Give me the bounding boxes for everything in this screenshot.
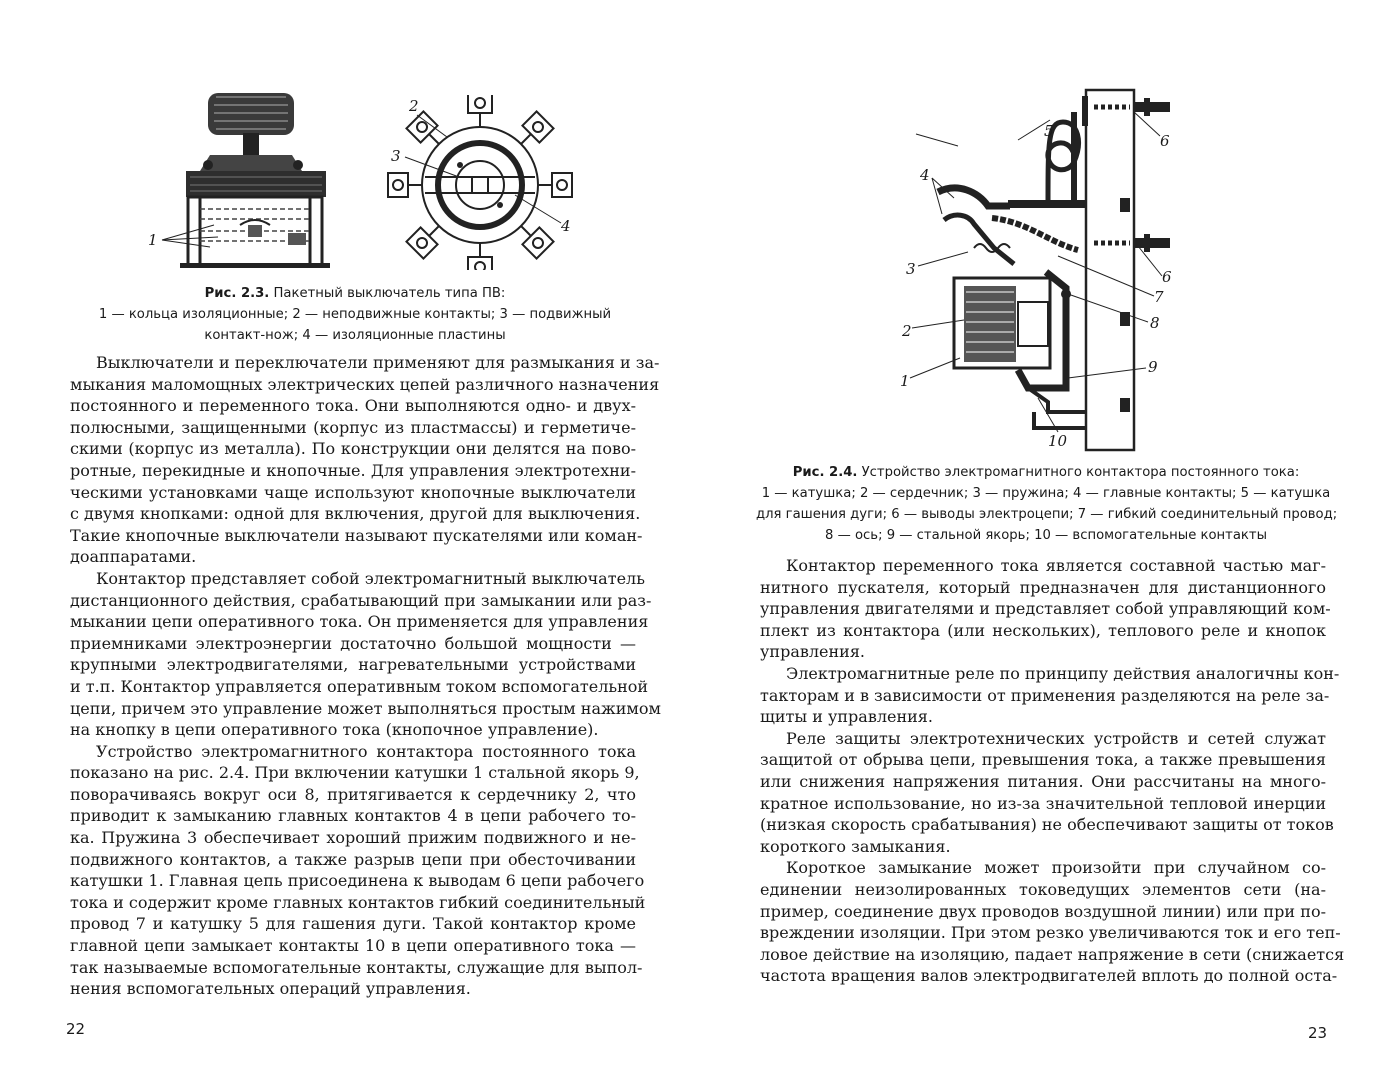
- text-line: управления двигателями и представляет собой управляющий ком-: [760, 599, 1331, 619]
- text-line: показано на рис. 2.4. При включении катушки 1 стальной якорь 9,: [70, 763, 640, 783]
- figure-2-4-label-7: 7: [1154, 288, 1164, 306]
- text-line: плект из контактора (или нескольких), теплового реле и кнопок: [760, 620, 1326, 640]
- text-line: короткого замыкания.: [760, 836, 951, 856]
- figure-2-4-caption-label: Рис. 2.4.: [792, 465, 858, 480]
- text-line: и т.п. Контактор управляется оперативным током вспомогательной: [70, 676, 649, 696]
- figure-2-4-label-4: 4: [920, 166, 930, 184]
- figure-2-3-caption-line: контакт-нож; 4 — изоляционные пластины: [204, 328, 506, 343]
- figure-2-4-label-6: 6: [1160, 132, 1170, 150]
- figure-2-4-label-10: 10: [1048, 432, 1068, 450]
- text-line: Реле защиты электротехнических устройств и сетей служат: [786, 728, 1326, 748]
- figure-2-4-label-9: 9: [1148, 358, 1158, 376]
- figure-2-4-label-6: 6: [1162, 268, 1172, 286]
- text-line: приемниками электроэнергии достаточно большой мощности —: [70, 633, 636, 653]
- figure-2-3-label-3: 3: [391, 147, 401, 165]
- text-line: скими (корпус из металла). По конструкции они делятся на пово-: [70, 439, 636, 459]
- text-line: полюсными, защищенными (корпус из пластмассы) и герметиче-: [70, 417, 636, 437]
- text-line: Такие кнопочные выключатели называют пускателями или коман-: [70, 525, 643, 545]
- figure-2-3-caption-title: Пакетный выключатель типа ПВ:: [269, 286, 506, 301]
- text-line: Устройство электромагнитного контактора постоянного тока: [96, 741, 636, 761]
- text-line: мыкании цепи оперативного тока. Он применяется для управления: [70, 612, 649, 632]
- text-line: нитного пускателя, который предназначен для дистанционного: [760, 577, 1326, 597]
- text-line: поворачиваясь вокруг оси 8, притягивается к сердечнику 2, что: [70, 784, 636, 804]
- figure-2-4-caption-title: Устройство электромагнитного контактора постоянного тока:: [857, 465, 1300, 480]
- text-line: мыкания маломощных электрических цепей различного назначения: [70, 374, 660, 394]
- text-line: на кнопку в цепи оперативного тока (кнопочное управление).: [70, 720, 599, 740]
- figure-2-4-label-2: 2: [902, 322, 912, 340]
- left-page-body-text: [70, 352, 661, 1000]
- text-line: Контактор представляет собой электромагнитный выключатель: [96, 568, 645, 588]
- figure-2-3-caption-line: 1 — кольца изоляционные; 2 — неподвижные контакты; 3 — подвижный: [98, 307, 612, 322]
- figure-2-4-label-8: 8: [1150, 314, 1160, 332]
- text-line: постоянного и переменного тока. Они выполняются одно- и двух-: [70, 396, 636, 416]
- text-line: кратное использование, но из-за значительной тепловой инерции: [760, 793, 1326, 813]
- text-line: ротные, перекидные и кнопочные. Для управления электротехни-: [70, 460, 636, 480]
- text-line: так называемые вспомогательные контакты, служащие для выпол-: [70, 957, 643, 977]
- page-number: 23: [1308, 1024, 1328, 1042]
- figure-2-3-label-2: 2: [409, 97, 419, 115]
- text-line: катушки 1. Главная цепь присоединена к выводам 6 цепи рабочего: [70, 871, 645, 891]
- text-line: ческими установками чаще используют кнопочные выключатели: [70, 482, 636, 502]
- text-line: нения вспомогательных операций управления.: [70, 979, 471, 999]
- text-line: единении неизолированных токоведущих элементов сети (на-: [760, 879, 1326, 899]
- text-line: или снижения напряжения питания. Они рассчитаны на много-: [760, 771, 1326, 791]
- text-line: частота вращения валов электродвигателей вплоть до полной оста-: [760, 966, 1338, 986]
- text-line: вреждении изоляции. При этом резко увеличиваются ток и его теп-: [760, 923, 1341, 943]
- text-line: Контактор переменного тока является составной частью маг-: [786, 556, 1326, 575]
- text-line: ка. Пружина 3 обеспечивает хороший прижим подвижного и не-: [70, 828, 636, 848]
- text-line: дистанционного действия, срабатывающий при замыкании или раз-: [70, 590, 652, 610]
- text-line: с двумя кнопками: одной для включения, другой для выключения.: [70, 504, 641, 524]
- figure-2-3-switch-top-view: [385, 95, 585, 270]
- text-line: щиты и управления.: [760, 707, 933, 727]
- figure-2-4-label-5: 5: [1044, 122, 1054, 140]
- figure-2-4-caption-line: для гашения дуги; 6 — выводы электроцепи; 7 — гибкий соединительный провод;: [756, 507, 1338, 522]
- figure-2-4-label-1: 1: [900, 372, 910, 390]
- text-line: управления.: [760, 642, 866, 662]
- text-line: пример, соединение двух проводов воздушной линии) или при по-: [760, 901, 1326, 921]
- right-page: [698, 0, 1396, 1080]
- text-line: (низкая скорость срабатывания) не обеспечивают защиты от токов: [760, 815, 1334, 835]
- figure-2-4-caption-line: 8 — ось; 9 — стальной якорь; 10 — вспомогательные контакты: [825, 528, 1267, 543]
- text-line: Электромагнитные реле по принципу действия аналогичны кон-: [786, 663, 1340, 683]
- figure-2-3-label-4: 4: [561, 217, 571, 235]
- figure-2-3-switch-side-view: [140, 85, 340, 275]
- text-line: главной цепи замыкает контакты 10 в цепи оперативного тока —: [70, 936, 636, 956]
- text-line: такторам и в зависимости от применения разделяются на реле за-: [760, 685, 1330, 705]
- text-line: доаппаратами.: [70, 547, 197, 567]
- figure-2-4-contactor-drawing: [898, 82, 1198, 454]
- text-line: защитой от обрыва цепи, превышения тока, а также превышения: [760, 750, 1326, 770]
- figure-2-4-label-3: 3: [906, 260, 916, 278]
- text-line: тока и содержит кроме главных контактов гибкий соединительный: [70, 892, 646, 912]
- figure-2-4-caption-line: 1 — катушка; 2 — сердечник; 3 — пружина; 4 — главные контакты; 5 — катушка: [761, 486, 1331, 501]
- text-line: Короткое замыкание может произойти при случайном со-: [786, 858, 1326, 878]
- text-line: Выключатели и переключатели применяют для размыкания и за-: [96, 353, 660, 372]
- text-line: ловое действие на изоляцию, падает напряжение в сети (снижается: [760, 944, 1345, 964]
- text-line: приводит к замыканию главных контактов 4 в цепи рабочего то-: [70, 806, 636, 826]
- page-number: 22: [66, 1020, 86, 1038]
- figure-2-3-caption: [80, 283, 630, 346]
- figure-2-3-caption-label: Рис. 2.3.: [204, 286, 270, 301]
- text-line: провод 7 и катушку 5 для гашения дуги. Такой контактор кроме: [70, 914, 636, 934]
- text-line: цепи, причем это управление может выполняться простым нажимом: [70, 698, 661, 718]
- text-line: подвижного контактов, а также разрыв цепи при обесточивании: [70, 849, 636, 869]
- text-line: крупными электродвигателями, нагревательными устройствами: [70, 655, 636, 675]
- right-page-body-text: [760, 555, 1345, 987]
- figure-2-4-caption: [756, 462, 1336, 546]
- figure-2-3-label-1: 1: [148, 231, 158, 249]
